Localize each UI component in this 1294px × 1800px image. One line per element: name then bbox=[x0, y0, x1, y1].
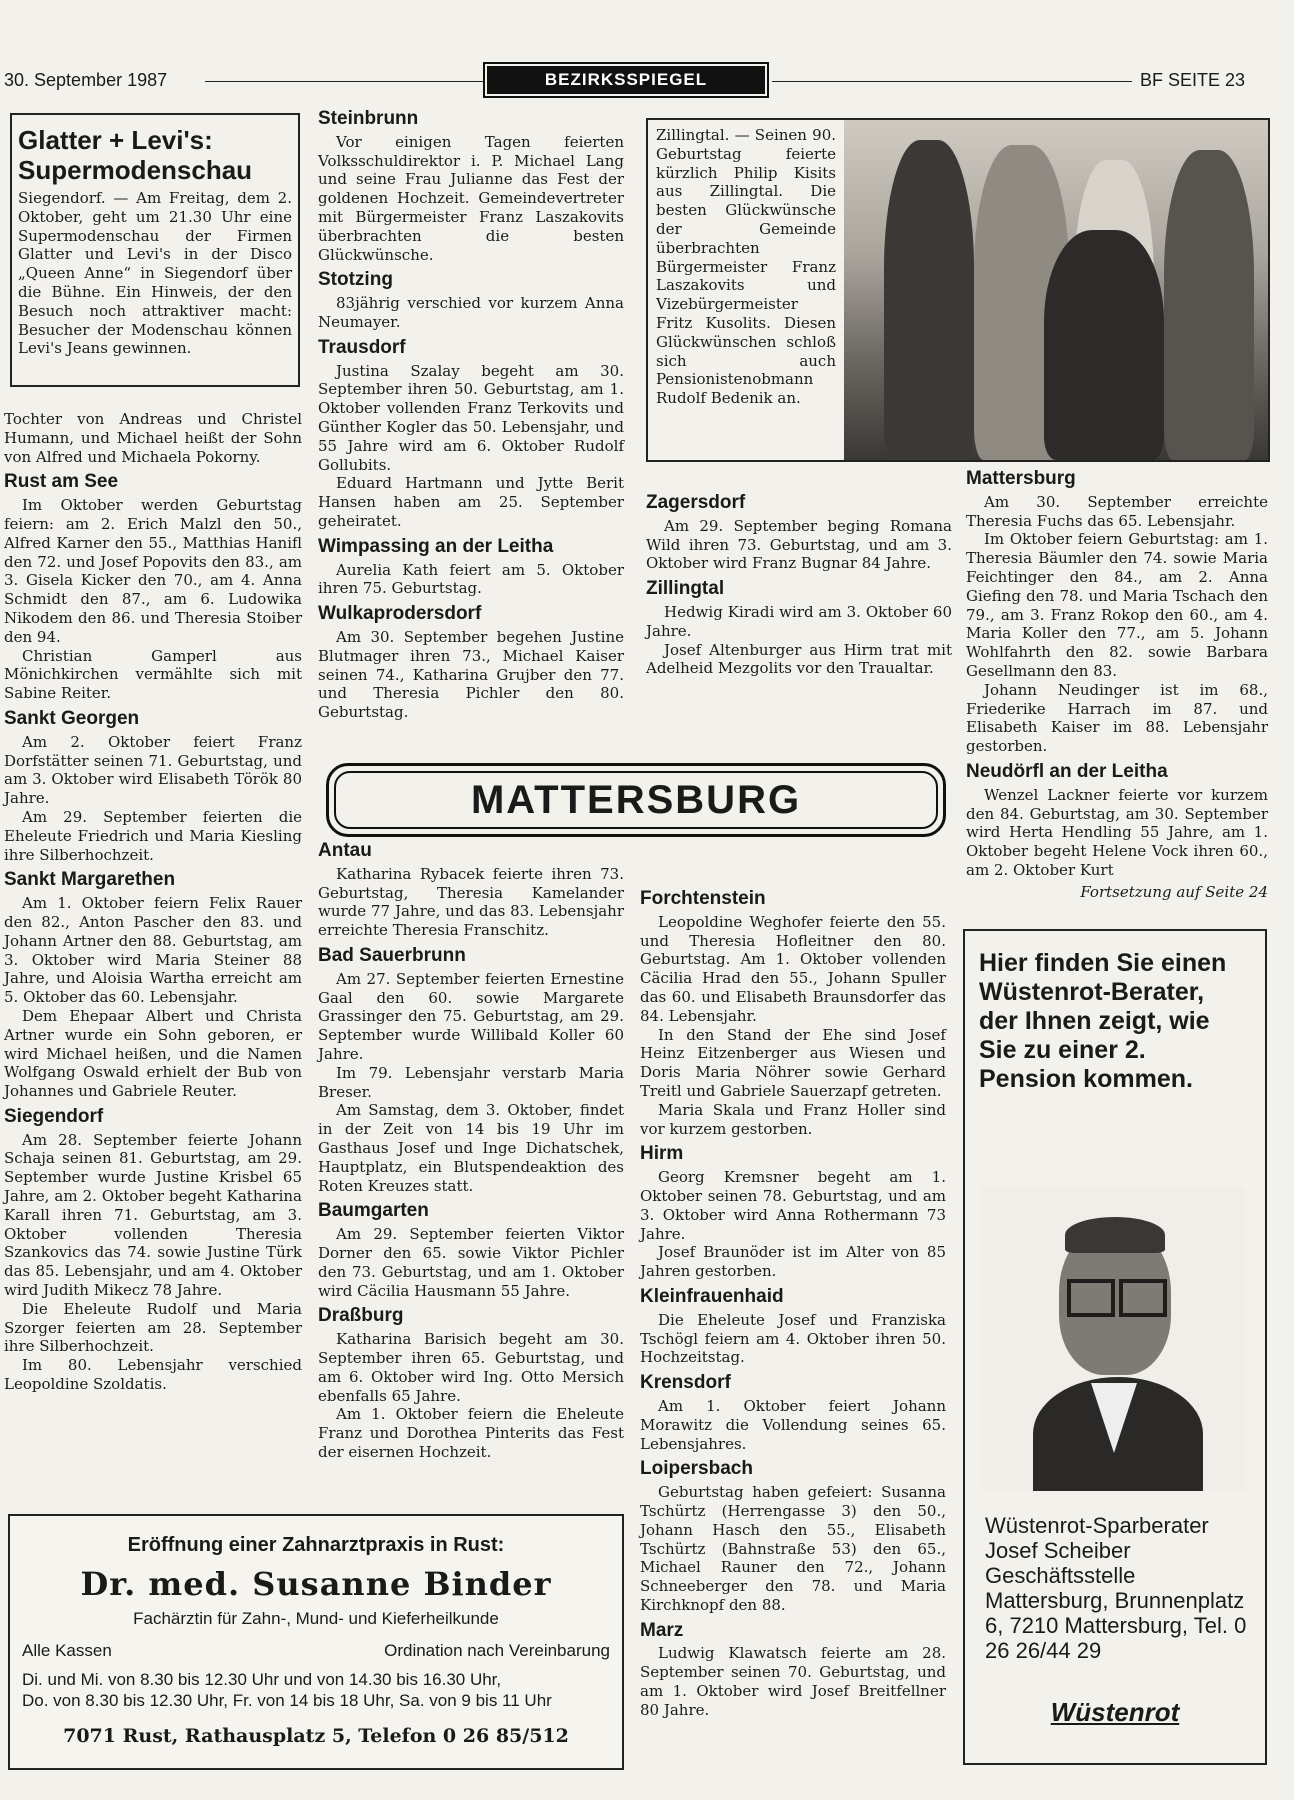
article-text: Am 2. Oktober feiert Franz Dorfstätter seinen 71. Geburtstag, und am 3. Oktober wird Elisabeth Török 80 Jahre. bbox=[4, 732, 302, 808]
heading-drassburg: Draßburg bbox=[318, 1305, 404, 1327]
dentist-ad-title: Eröffnung einer Zahnarztpraxis in Rust: bbox=[127, 1534, 505, 1556]
article-text: Ludwig Klawatsch feierte am 28. September seinen 70. Geburtstag, und am 1. Oktober wird Josef Breitfellner 80 Jahre. bbox=[640, 1644, 946, 1719]
article-text: Dem Ehepaar Albert und Christa Artner wurde ein Sohn geboren, er wird Michael heißen, und die Namen Wolfgang Oswald erhielt der Bub von Johannes und Gabriele Reuter. bbox=[4, 1006, 302, 1101]
column-3-top bbox=[646, 472, 952, 678]
heading-forchtenstein: Forchtenstein bbox=[640, 888, 766, 909]
article-text: Christian Gamperl aus Mönichkirchen vermählte sich mit Sabine Reiter. bbox=[4, 646, 302, 703]
photo-story-box bbox=[646, 118, 1270, 462]
article-text: Georg Kremsner begeht am 1. Oktober seinen 78. Geburtstag, und am 3. Oktober wird Anna Rothermann 73 Jahre. bbox=[640, 1168, 946, 1243]
heading-stotzing: Stotzing bbox=[318, 269, 393, 291]
dentist-hours-1: Di. und Mi. von 8.30 bis 12.30 Uhr und von 14.30 bis 16.30 Uhr, bbox=[22, 1670, 502, 1689]
dentist-specialty: Fachärztin für Zahn-, Mund- und Kieferheilkunde bbox=[133, 1609, 499, 1628]
article-text: 83jährig verschied vor kurzem Anna Neumayer. bbox=[318, 294, 624, 331]
dentist-hours-2: Do. von 8.30 bis 12.30 Uhr, Fr. von 14 bis 18 Uhr, Sa. von 9 bis 11 Uhr bbox=[22, 1691, 552, 1710]
heading-rust: Rust am See bbox=[4, 471, 119, 493]
page-number: BF SEITE 23 bbox=[1140, 70, 1246, 90]
section-title: BEZIRKSSPIEGEL bbox=[487, 66, 765, 94]
modenschau-title: Glatter + Levi's: Supermodenschau bbox=[18, 125, 253, 185]
article-text: Die Eheleute Josef und Franziska Tschögl feiern am 4. Oktober ihren 50. Hochzeitstag. bbox=[640, 1310, 946, 1367]
heading-kleinfrauenhaid: Kleinfrauenhaid bbox=[640, 1285, 784, 1307]
article-text: Tochter von Andreas und Christel Humann, und Michael heißt der Sohn von Alfred und Michaela Pokorny. bbox=[4, 410, 302, 466]
group-photo bbox=[844, 120, 1268, 460]
photo-caption: Zillingtal. — Seinen 90. Geburtstag feierte kürzlich Philip Kisits aus Zillingtal. Die besten Glückwünsche der Gemeinde überbrachten Bürgermeister Franz Laszakovits und Vizebürgermeister Fritz Kusolits. Diesen Glückwünschen schloß sich auch Pensionistenobmann Rudolf Bedenik an. bbox=[656, 126, 836, 408]
article-text: Im Oktober werden Geburtstag feiern: am 2. Erich Malzl den 50., Alfred Karner den 55., Matthias Hanifl den 72. und Josef Popovits den 83., am 3. Gisela Kicker den 70., am 4. Anna Schmidt den 87., am 6. Ludowika Nikodem den 86. und Theresia Stoiber den 94. bbox=[4, 496, 302, 646]
article-text: Am Samstag, dem 3. Oktober, findet in der Zeit von 14 bis 19 Uhr im Gasthaus Josef und Inge Dichatschek, Hauptplatz, ein Blutspendeaktion des Roten Kreuzes statt. bbox=[318, 1101, 624, 1195]
article-text: Im Oktober feiern Geburtstag: am 1. Theresia Bäumler den 74. sowie Maria Feichtinger den 84., am 2. Anna Giefing den 78. und Maria Tschach den 79., am 3. Franz Rokop den 60., am 4. Maria Koller den 77., am 5. Johann Wohlfahrth den 82. sowie Barbara Gesellmann den 83. bbox=[966, 530, 1268, 680]
heading-zagersdorf: Zagersdorf bbox=[646, 492, 746, 513]
article-text: Johann Neudinger ist im 68., Friederike Harrach im 87. und Elisabeth Kaiser im 88. Lebensjahr gestorben. bbox=[966, 680, 1268, 756]
continued-note: Fortsetzung auf Seite 24 bbox=[1080, 882, 1268, 901]
dentist-ad bbox=[8, 1514, 624, 1770]
article-text: Geburtstag haben gefeiert: Susanna Tschürtz (Herrengasse 3) den 50., Johann Hasch den 55., Elisabeth Tschürtz (Bahnstraße 53) den 65., Michael Rauner den 72., Johann Schneeberger den 78. und Maria Kirchknopf den 88. bbox=[640, 1483, 946, 1614]
heading-loipersbach: Loipersbach bbox=[640, 1458, 753, 1480]
article-text: Katharina Rybacek feierte ihren 73. Geburtstag, Theresia Kamelander wurde 77 Jahre, und das 83. Lebensjahr erreichte Theresia Franschitz. bbox=[318, 864, 624, 940]
article-text: Am 1. Oktober feiert Johann Morawitz die Vollendung seines 65. Lebensjahres. bbox=[640, 1396, 946, 1453]
article-text: Maria Skala und Franz Holler sind vor kurzem gestorben. bbox=[640, 1100, 946, 1138]
dentist-appointment: Ordination nach Vereinbarung bbox=[384, 1641, 610, 1660]
article-text: Hedwig Kiradi wird am 3. Oktober 60 Jahre. bbox=[646, 602, 952, 640]
modenschau-box bbox=[10, 113, 300, 387]
article-text: Am 29. September feierten die Eheleute Friedrich und Maria Kiesling ihre Silberhochzeit. bbox=[4, 807, 302, 864]
article-text: Wenzel Lackner feierte vor kurzem den 84. Geburtstag, am 30. September wird Herta Hendling 55 Jahre, am 1. Oktober begeht Helene Vock ihren 60., am 2. Oktober Kurt bbox=[966, 785, 1268, 879]
article-text: Vor einigen Tagen feierten Volksschuldirektor i. P. Michael Lang und seine Frau Julianne das Fest der goldenen Hochzeit. Gemeindevertreter mit Bürgermeister Franz Laszakovits überbrachten die besten Glückwünsche. bbox=[318, 132, 624, 264]
banner-frame bbox=[326, 763, 946, 837]
heading-bad-sauerbrunn: Bad Sauerbrunn bbox=[318, 944, 466, 966]
wuestenrot-headline: Hier finden Sie einen Wüstenrot-Berater, der Ihnen zeigt, wie Sie zu einer 2. Pension kommen. bbox=[979, 949, 1227, 1093]
article-text: Eduard Hartmann und Jytte Berit Hansen haben am 25. September geheiratet. bbox=[318, 474, 624, 530]
article-text: Josef Braunöder ist im Alter von 85 Jahren gestorben. bbox=[640, 1243, 946, 1281]
heading-trausdorf: Trausdorf bbox=[318, 336, 406, 358]
column-2-bottom bbox=[318, 840, 624, 1462]
article-text: Aurelia Kath feiert am 5. Oktober ihren 75. Geburtstag. bbox=[318, 560, 624, 598]
article-text: Im 79. Lebensjahr verstarb Maria Breser. bbox=[318, 1063, 624, 1101]
advisor-portrait bbox=[981, 1187, 1245, 1491]
heading-neudoerfl: Neudörfl an der Leitha bbox=[966, 760, 1168, 782]
article-text: Am 28. September feierte Johann Schaja seinen 81. Geburtstag, am 29. September wurde Justine Krisbel 65 Jahre, am 2. Oktober begeht Katharina Karall ihren 71. Geburtstag, am 3. Oktober vollenden Theresia Szankovics das 74. sowie Justine Türk das 85. Lebensjahr, und am 4. Oktober wird Judith Mikecz 78 Jahre. bbox=[4, 1130, 302, 1300]
column-1 bbox=[4, 410, 302, 1394]
article-text: Am 30. September erreichte Theresia Fuchs das 65. Lebensjahr. bbox=[966, 492, 1268, 530]
modenschau-text: Siegendorf. — Am Freitag, dem 2. Oktober, geht um 21.30 Uhr eine Supermodenschau der Firmen Glatter und Levi's in der Disco „Queen Anne“ in Siegendorf über die Bühne. Ein Hinweis, der den Besuch noch attraktiver macht: Besucher der Modenschau können Levi's Jeans gewinnen. bbox=[18, 189, 292, 358]
heading-sankt-georgen: Sankt Georgen bbox=[4, 707, 140, 729]
heading-zillingtal: Zillingtal bbox=[646, 578, 725, 600]
article-text: Katharina Barisich begeht am 30. September ihren 65. Geburtstag, und am 6. Oktober wird Ing. Otto Mersich ebenfalls 65 Jahre. bbox=[318, 1330, 624, 1405]
article-text: Im 80. Lebensjahr verschied Leopoldine Szoldatis. bbox=[4, 1356, 302, 1394]
wuestenrot-caption: Wüstenrot-Sparberater Josef Scheiber Geschäftsstelle Mattersburg, Brunnenplatz 6, 7210 Mattersburg, Tel. 0 26 26/44 29 bbox=[985, 1513, 1247, 1663]
header-date: 30. September 1987 bbox=[4, 70, 168, 90]
column-2-top bbox=[318, 108, 624, 722]
wuestenrot-logo: Wüstenrot bbox=[1050, 1697, 1180, 1727]
article-text: Am 29. September feierten Viktor Dorner den 65. sowie Viktor Pichler den 73. Geburtstag, und am 1. Oktober wird Cäcilia Hausmann 55 Jahre. bbox=[318, 1225, 624, 1300]
heading-sankt-margarethen: Sankt Margarethen bbox=[4, 869, 176, 891]
article-text: Am 29. September beging Romana Wild ihren 73. Geburtstag, und am 3. Oktober wird Franz Bugnar 84 Jahre. bbox=[646, 516, 952, 573]
article-text: In den Stand der Ehe sind Josef Heinz Eitzenberger aus Wiesen und Doris Maria Nöhrer sowie Gerhard Treitl und Gabriele Sauerzapf getreten. bbox=[640, 1025, 946, 1100]
article-text: Am 1. Oktober feiern die Eheleute Franz und Dorothea Pinterits das Fest der eisernen Hochzeit. bbox=[318, 1405, 624, 1461]
heading-siegendorf: Siegendorf bbox=[4, 1105, 104, 1127]
heading-antau: Antau bbox=[318, 840, 372, 861]
heading-krensdorf: Krensdorf bbox=[640, 1372, 731, 1394]
article-text: Am 1. Oktober feiern Felix Rauer den 82., Anton Pascher den 83. und Johann Artner den 88. Geburtstag, am 3. Oktober wird Maria Steiner 88 Jahre, und Aloisia Wartha erreicht am 5. Oktober das 60. Lebensjahr. bbox=[4, 894, 302, 1007]
heading-baumgarten: Baumgarten bbox=[318, 1200, 429, 1222]
article-text: Die Eheleute Rudolf und Maria Szorger feierten am 28. September ihre Silberhochzeit. bbox=[4, 1299, 302, 1356]
article-text: Justina Szalay begeht am 30. September ihren 50. Geburtstag, am 1. Oktober vollenden Franz Terkovits und Günther Kogler das 50. Lebensjahr, und 55 Jahre wird am 6. Oktober Rudolf Gollubits. bbox=[318, 361, 624, 474]
column-4-top bbox=[966, 468, 1268, 902]
article-text: Leopoldine Weghofer feierte den 55. und Theresia Hofleitner den 80. Geburtstag. Am 1. Oktober vollenden Cäcilia Hrad den 55., Johann Spuller das 60. und Elisabeth Braunsdorfer das 84. Lebensjahr. bbox=[640, 912, 946, 1025]
heading-marz: Marz bbox=[640, 1619, 684, 1641]
column-3-bottom bbox=[640, 868, 946, 1720]
article-text: Am 30. September begehen Justine Blutmager ihren 73., Michael Kaiser seinen 74., Katharina Grujber den 77. und Theresia Pichler den 80. Geburtstag. bbox=[318, 627, 624, 722]
article-text: Am 27. September feierten Ernestine Gaal den 60. sowie Margarete Grassinger den 75. Geburtstag, am 29. September wurde Willibald Koller 60 Jahre. bbox=[318, 969, 624, 1063]
dentist-name: Dr. med. Susanne Binder bbox=[80, 1565, 552, 1603]
mattersburg-banner: MATTERSBURG bbox=[334, 771, 938, 829]
heading-wimpassing: Wimpassing an der Leitha bbox=[318, 535, 554, 557]
wuestenrot-ad bbox=[963, 929, 1267, 1765]
article-text: Josef Altenburger aus Hirm trat mit Adelheid Mezgolits vor den Traualtar. bbox=[646, 640, 952, 678]
dentist-insurance: Alle Kassen bbox=[22, 1641, 112, 1660]
dentist-address: 7071 Rust, Rathausplatz 5, Telefon 0 26 85/512 bbox=[63, 1725, 569, 1747]
heading-hirm: Hirm bbox=[640, 1143, 684, 1165]
heading-mattersburg: Mattersburg bbox=[966, 468, 1076, 489]
heading-steinbrunn: Steinbrunn bbox=[318, 108, 419, 129]
heading-wulkaprodersdorf: Wulkaprodersdorf bbox=[318, 603, 482, 625]
